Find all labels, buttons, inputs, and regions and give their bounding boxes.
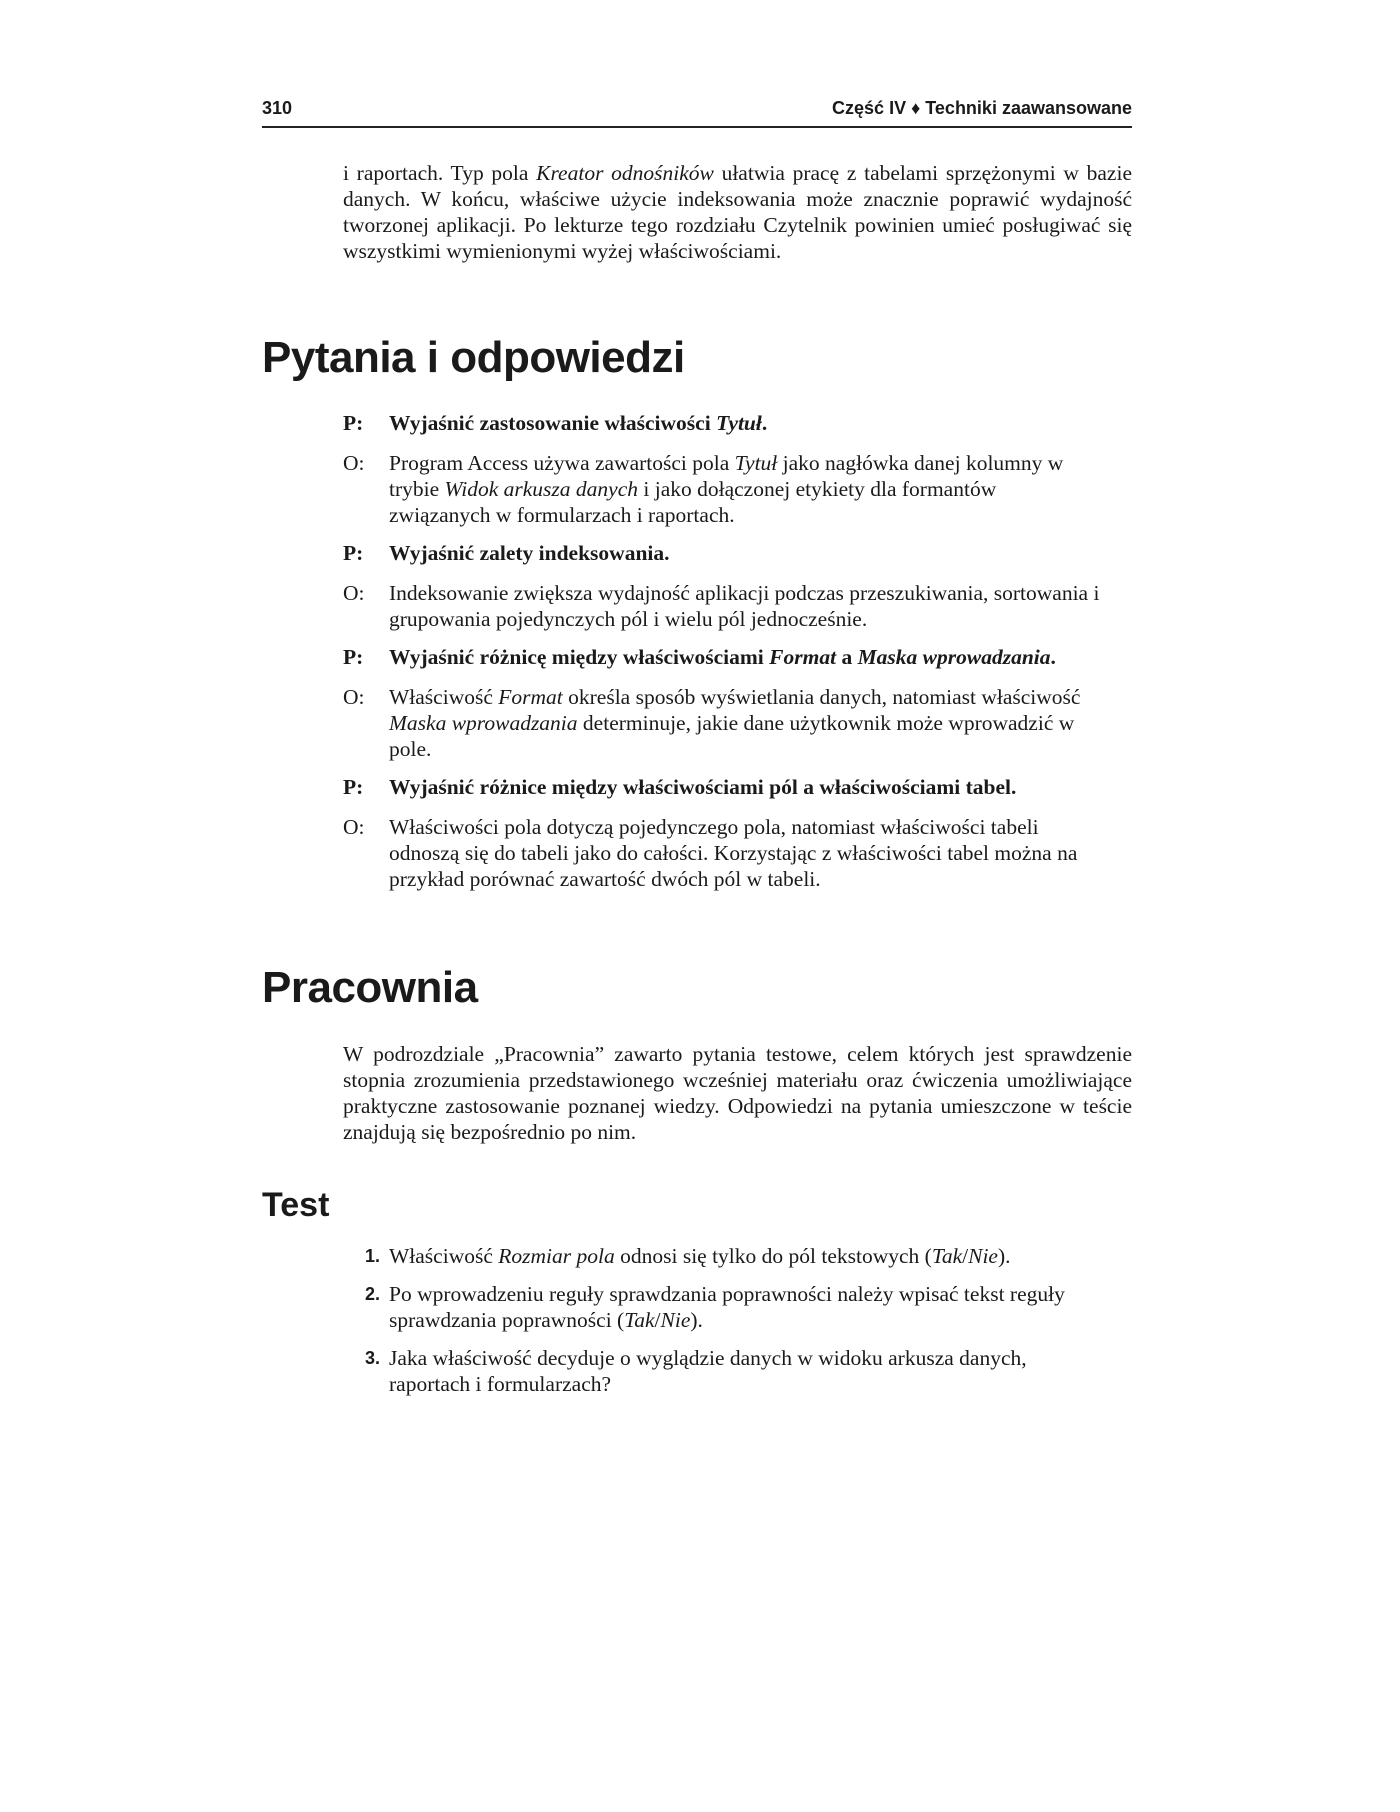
test-item: 2. Po wprowadzeniu reguły sprawdzania poprawności należy wpisać tekst reguły sprawdzania poprawności (Tak/Nie). [365, 1282, 1065, 1332]
lab-section-title: Pracownia [262, 963, 478, 1012]
question: P: Wyjaśnić zastosowanie właściwości Tytuł. [343, 411, 768, 435]
running-head: Część IV ♦ Techniki zaawansowane [832, 98, 1132, 118]
test-item: 1. Właściwość Rozmiar pola odnosi się tylko do pól tekstowych (Tak/Nie). [365, 1244, 1011, 1268]
answer: O: Właściwość Format określa sposób wyświetlania danych, natomiast właściwość Maska wprowadzania determinuje, jakie dane użytkownik może wprowadzić w pole. [343, 685, 1081, 761]
answer: O: Program Access używa zawartości pola Tytuł jako nagłówka danej kolumny w trybie Widok arkusza danych i jako dołączonej etykiety dla formantów związanych w formularzach i raportach. [343, 451, 1064, 527]
page-header [262, 98, 1132, 128]
lab-intro-paragraph: W podrozdziale „Pracownia” zawarto pytania testowe, celem których jest sprawdzenie stopnia zrozumienia przedstawionego wcześniej materiału oraz ćwiczenia umożliwiające praktyczne zastosowanie poznanej wiedzy. Odpowiedzi na pytania umieszczone w teście znajdują się bezpośrednio po nim. [343, 1042, 1132, 1144]
answer: O: Indeksowanie zwiększa wydajność aplikacji podczas przeszukiwania, sortowania i grupowania pojedynczych pól i wielu pól jednocześnie. [343, 581, 1100, 631]
qa-list [343, 410, 1103, 904]
page-number: 310 [262, 98, 293, 118]
answer: O: Właściwości pola dotyczą pojedynczego pola, natomiast właściwości tabeli odnoszą się do tabeli jako do całości. Korzystając z właściwości tabel można na przykład porównać zawartość dwóch pól w tabeli. [343, 815, 1078, 891]
question: P: Wyjaśnić różnicę między właściwościami Format a Maska wprowadzania. [343, 645, 1056, 669]
qa-section-title: Pytania i odpowiedzi [262, 333, 685, 382]
test-item: 3. Jaka właściwość decyduje o wyglądzie danych w widoku arkusza danych, raportach i formularzach? [365, 1346, 1027, 1396]
test-section-title: Test [262, 1186, 330, 1224]
intro-paragraph: i raportach. Typ pola Kreator odnośników ułatwia pracę z tabelami sprzężonymi w bazie danych. W końcu, właściwe użycie indeksowania może znacznie poprawić wydajność tworzonej aplikacji. Po lekturze tego rozdziału Czytelnik powinien umieć posługiwać się wszystkimi wymienionymi wyżej właściwościami. [343, 161, 1132, 263]
test-list [343, 1243, 1103, 1409]
question: P: Wyjaśnić różnice między właściwościami pól a właściwościami tabel. [343, 775, 1017, 799]
question: P: Wyjaśnić zalety indeksowania. [343, 541, 670, 565]
